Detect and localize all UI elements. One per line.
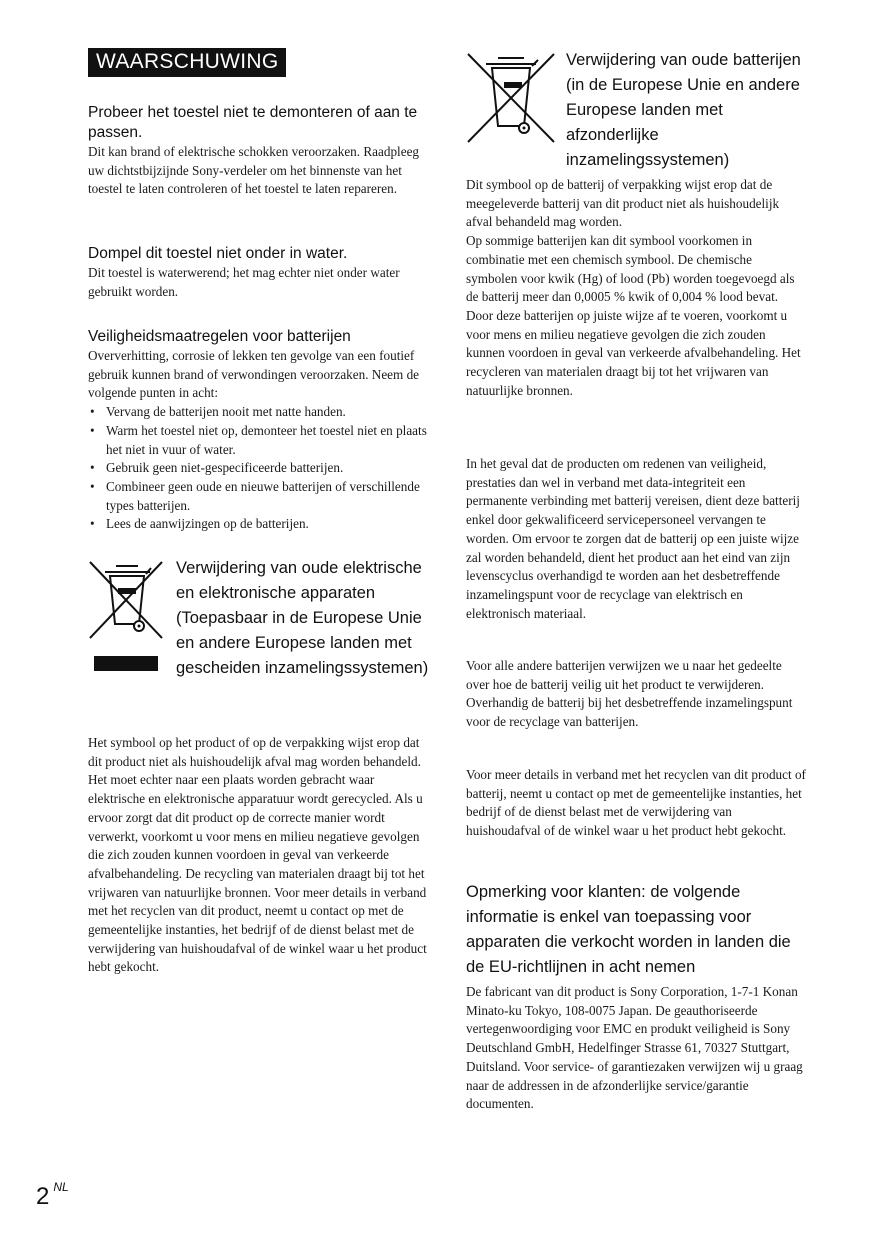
section-battery-integrated bbox=[466, 455, 806, 623]
text-disassembly: Dit kan brand of elektrische schokken veroorzaken. Raadpleeg uw dichtstbijzijnde Sony-verdeler om het binnenste van het toestel te laten controleren of het toestel te laten repareren. bbox=[88, 144, 420, 197]
list-item: • Vervang de batterijen nooit met natte handen. bbox=[88, 403, 430, 422]
heading-water: Dompel dit toestel niet onder in water. bbox=[88, 245, 348, 262]
list-item: • Combineer geen oude en nieuwe batterijen of verschillende types batterijen. bbox=[88, 478, 430, 515]
heading-eu-notice: Opmerking voor klanten: de volgende informatie is enkel van toepassing voor apparaten die verkocht worden in landen die de EU-richtlijnen in acht nemen bbox=[466, 883, 791, 976]
heading-battery-disposal: Verwijdering van oude batterijen (in de Europese Unie en andere Europese landen met afzonderlijke inzamelingssystemen) bbox=[566, 51, 801, 169]
section-battery-details bbox=[466, 766, 806, 841]
heading-disassembly: Probeer het toestel niet te demonteren of aan te passen. bbox=[88, 104, 418, 141]
page-language: NL bbox=[53, 1180, 69, 1194]
battery-safety-list bbox=[88, 403, 430, 534]
section-disassembly bbox=[88, 103, 430, 199]
text-water: Dit toestel is waterwerend; het mag echter niet onder water gebruikt worden. bbox=[88, 265, 400, 299]
text-battery-p2: Op sommige batterijen kan dit symbool voorkomen in combinatie met een chemisch symbool. De chemische symbolen voor kwik (Hg) of lood (Pb) worden toegevoegd als de batterij meer dan 0,0005 % kwik of 0,004 % lood bevat. bbox=[466, 233, 795, 305]
list-item: • Warm het toestel niet op, demonteer het toestel niet en plaats het niet in vuur of water. bbox=[88, 422, 430, 459]
text-battery-safety: Oververhitting, corrosie of lekken ten gevolge van een foutief gebruik kunnen brand of verwondingen veroorzaken. Neem de volgende punten in acht: bbox=[88, 348, 420, 401]
list-item: • Lees de aanwijzingen op de batterijen. bbox=[88, 515, 430, 534]
text-eu-notice: De fabricant van dit product is Sony Corporation, 1-7-1 Konan Minato-ku Tokyo, 108-0075 Japan. De geauthoriseerde vertegenwoordiging voor EMC en produkt veiligheid is Sony Deutschland GmbH, Hedelfinger Strasse 61, 70327 Stuttgart, Duitsland. Voor service- of garantiezaken verwijzen wij u graag naar de addressen in de afzonderlijke service/garantie documenten. bbox=[466, 984, 803, 1112]
text-battery-p3: Door deze batterijen op juiste wijze af te voeren, voorkomt u voor mens en milieu negatieve gevolgen die zich zouden kunnen voordoen in geval van verkeerde afvalbehandeling. Het recycleren van materialen draagt bij tot het vrijwaren van natuurlijke bronnen. bbox=[466, 307, 801, 398]
section-battery-disposal bbox=[466, 176, 806, 400]
text-battery-p6: Voor meer details in verband met het recyclen van dit product of batterij, neemt u contact op met de gemeentelijke instanties, het bedrijf of de dienst belast met de verwijdering van huishoudafval of de winkel waar u het product hebt gekocht. bbox=[466, 767, 806, 839]
section-water bbox=[88, 244, 430, 301]
section-weee-text bbox=[88, 734, 430, 977]
section-eu-notice bbox=[466, 880, 806, 1114]
page-number-value: 2 bbox=[36, 1183, 50, 1210]
section-weee-heading bbox=[176, 556, 430, 681]
section-battery-heading bbox=[566, 48, 806, 173]
text-battery-p5: Voor alle andere batterijen verwijzen we u naar het gedeelte over hoe de batterij veilig uit het product te verwijderen. Overhandig de batterij bij het desbetreffende inzamelingspunt voor de recyclage van batterijen. bbox=[466, 658, 793, 730]
list-item: • Gebruik geen niet-gespecificeerde batterijen. bbox=[88, 459, 430, 478]
text-battery-p4: In het geval dat de producten om redenen van veiligheid, prestaties dan wel in verband met data-integriteit een permanente verbinding met batterij vereisen, dient deze batterij enkel door gekwalificeerd servicepersoneel vervangen te worden. Om ervoor te zorgen dat de batterij op een juiste wijze zal worden behandeld, dient het product aan het eind van zijn levenscyclus overhandigd te worden aan het desbetreffende inzamelingspunt voor de recyclage van elektrisch en elektronisch materiaal. bbox=[466, 456, 800, 621]
page-number bbox=[36, 1180, 69, 1211]
battery-bin-icon bbox=[466, 52, 556, 144]
weee-bin-icon bbox=[88, 560, 164, 676]
section-battery-other bbox=[466, 657, 806, 732]
heading-weee: Verwijdering van oude elektrische en elektronische apparaten (Toepasbaar in de Europese Unie en andere Europese landen met gescheiden inzamelingssystemen) bbox=[176, 559, 429, 677]
section-battery-safety bbox=[88, 327, 430, 534]
heading-battery-safety: Veiligheidsmaatregelen voor batterijen bbox=[88, 328, 351, 345]
text-battery-p1: Dit symbool op de batterij of verpakking wijst erop dat de meegeleverde batterij van dit product niet als huishoudelijk afval behandeld mag worden. bbox=[466, 177, 780, 230]
warning-label: WAARSCHUWING bbox=[88, 48, 286, 77]
text-weee: Het symbool op het product of op de verpakking wijst erop dat dit product niet als huishoudelijk afval mag worden behandeld. Het moet echter naar een plaats worden gebracht waar elektrische en elektronische apparatuur wordt gerecycled. Als u ervoor zorgt dat dit product op de correcte manier wordt verwerkt, voorkomt u voor mens en milieu negatieve gevolgen die zich zouden kunnen voordoen in geval van verkeerde afvalbehandeling. De recycling van materialen draagt bij tot het vrijwaren van natuurlijke bronnen. Voor meer details in verband met het recyclen van dit product, neemt u contact op met de gemeentelijke instanties, het bedrijf of de dienst belast met de verwijdering van huishoudafval of de winkel waar u het product hebt gekocht. bbox=[88, 735, 427, 975]
